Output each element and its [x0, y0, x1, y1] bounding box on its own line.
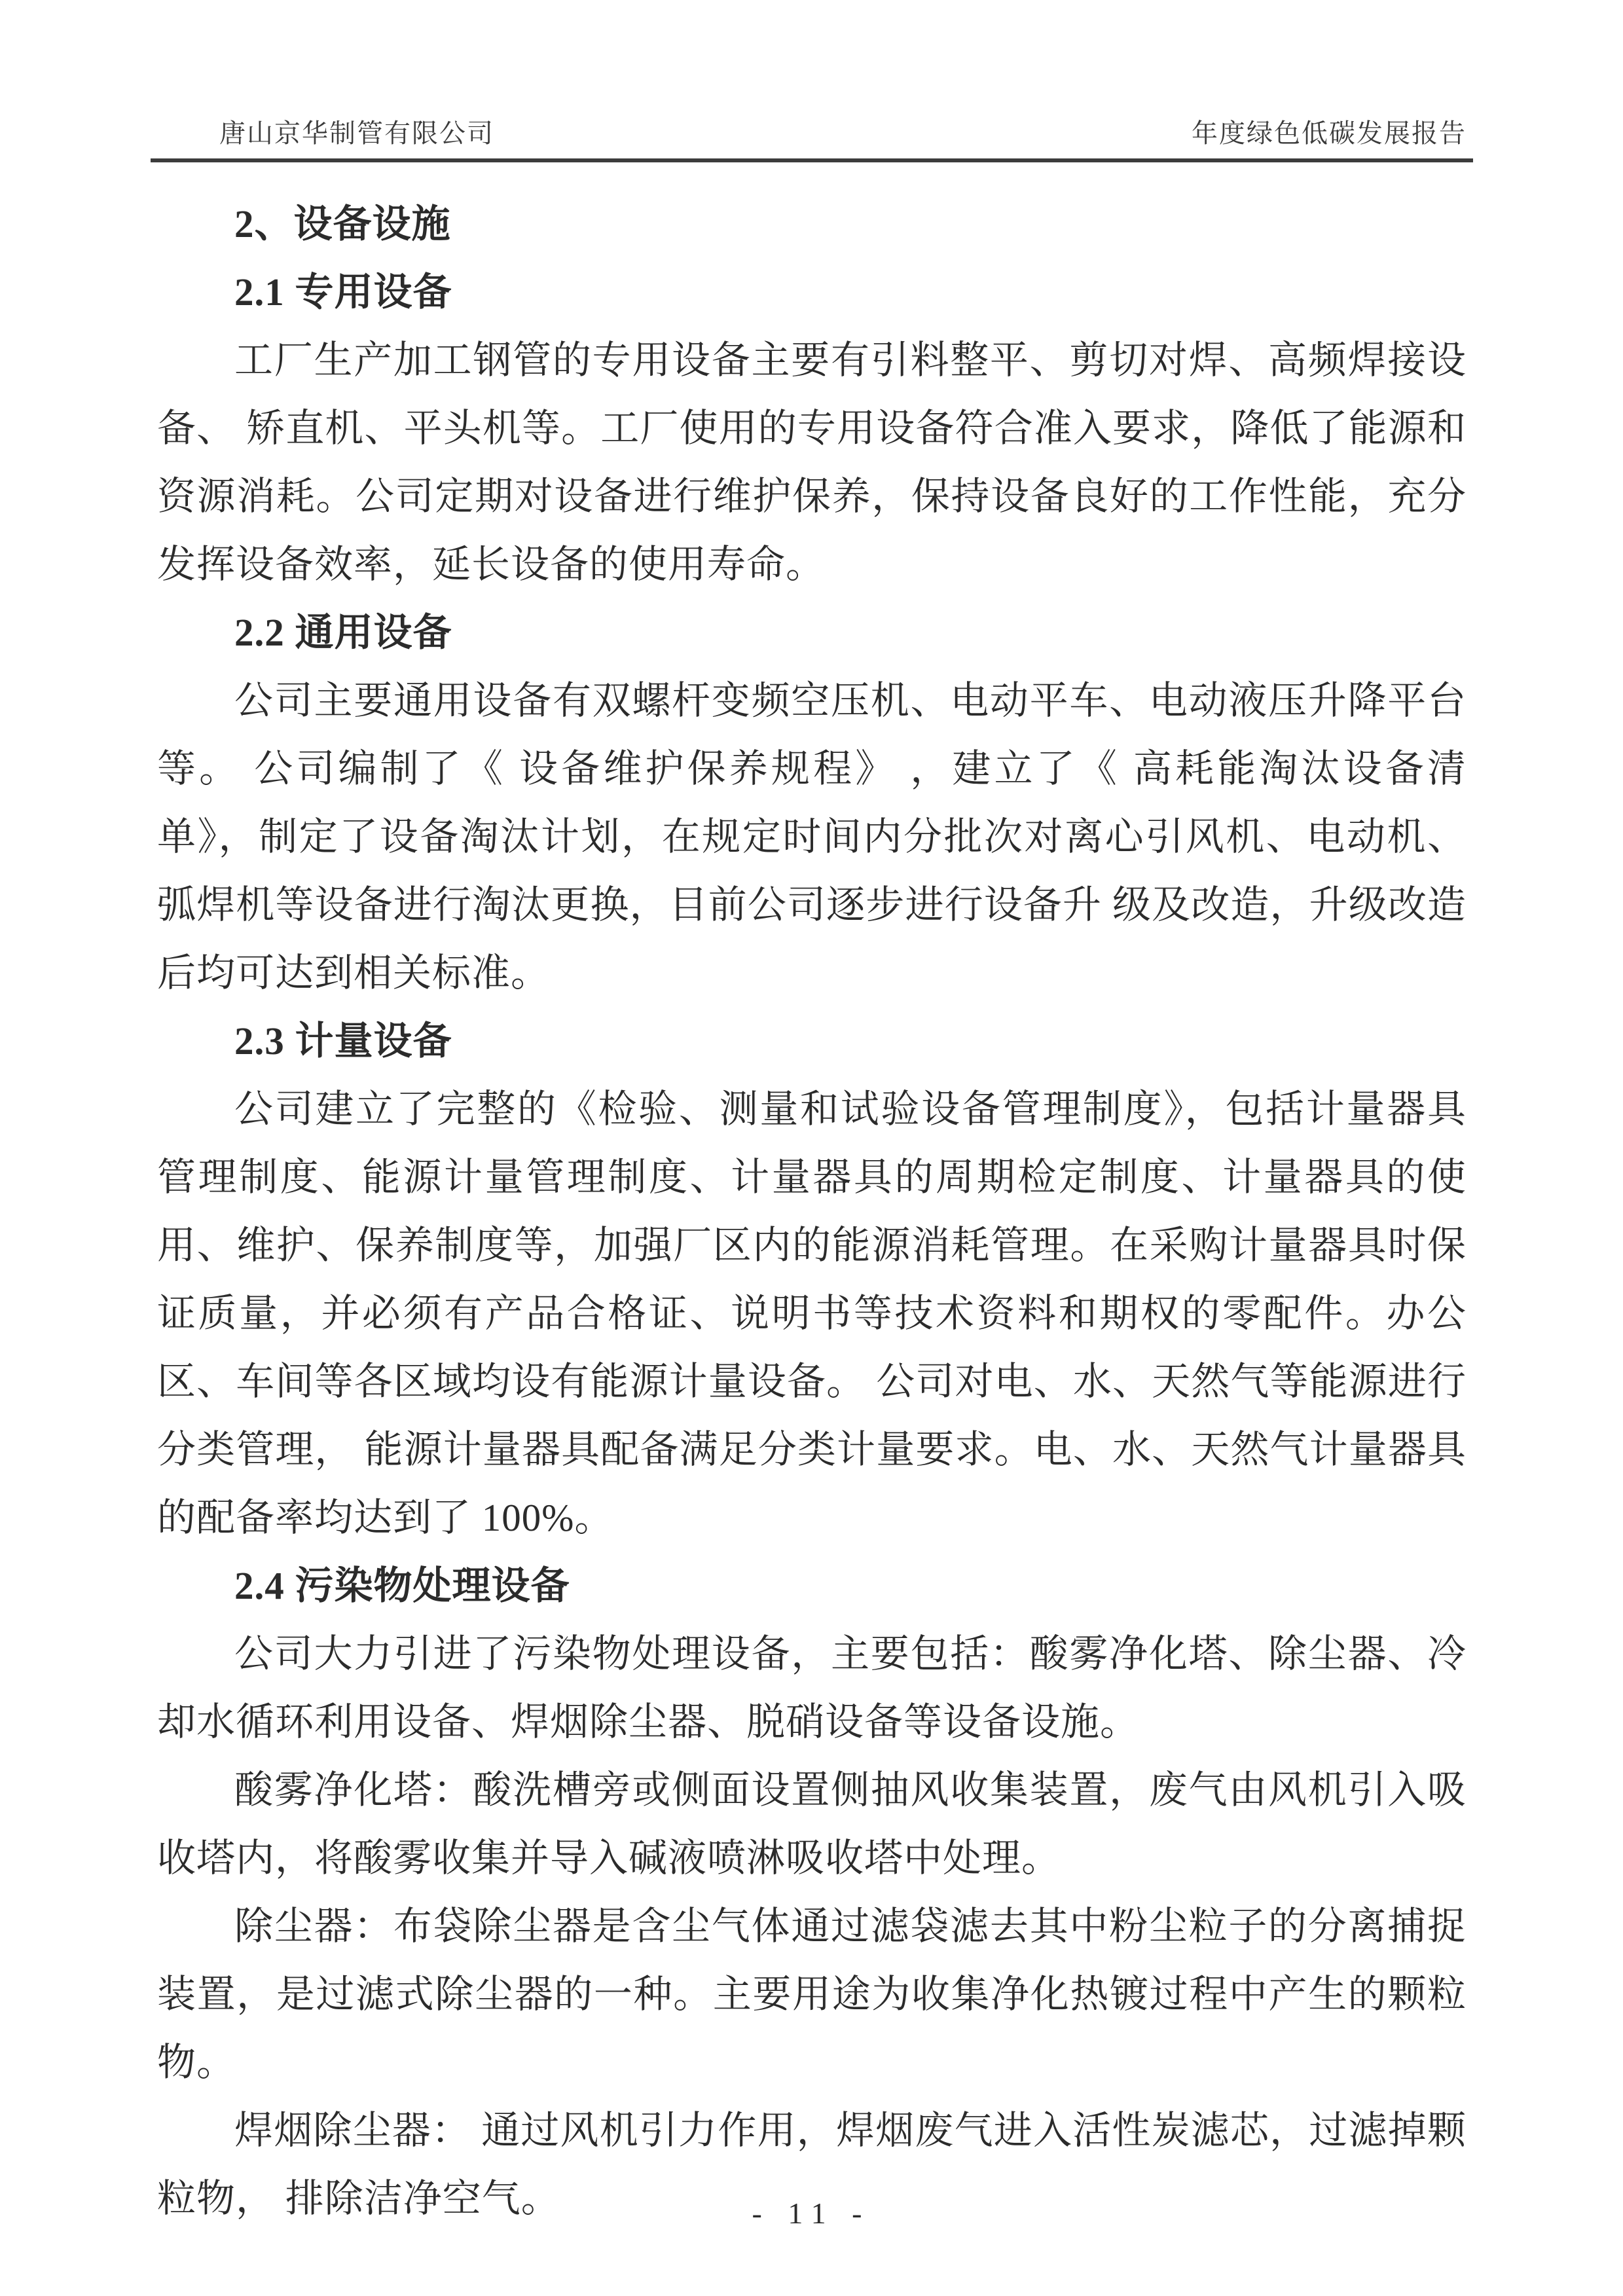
body-paragraph: 焊烟除尘器： 通过风机引力作用，焊烟废气进入活性炭滤芯，过滤掉颗粒物， 排除洁净空气。 [157, 2109, 1467, 2220]
body-paragraph: 公司建立了完整的《检验、测量和试验设备管理制度》，包括计量器具管理制度、能源计量管理制度、计量器具的周期检定制度、计量器具的使用、维护、保养制度等，加强厂区内的能源消耗管理。在采购计量器具时保证质量，并必须有产品合格证、说明书等技术资料和期权的零配件。办公区、车间等各区域均设有能源计量设备。 公司对电、水、天然气等能源进行分类管理， 能源计量器具配备满足分类计量要求。电、水、天然气计量器具的配备率均达到了 100%。 [157, 1087, 1467, 1539]
body-paragraph: 酸雾净化塔：酸洗槽旁或侧面设置侧抽风收集装置，废气由风机引入吸收塔内，将酸雾收集并导入碱液喷淋吸收塔中处理。 [157, 1768, 1467, 1880]
section-heading: 2.1 专用设备 [234, 270, 452, 314]
body-paragraph: 工厂生产加工钢管的专用设备主要有引料整平、剪切对焊、高频焊接设备、 矫直机、平头机等。工厂使用的专用设备符合准入要求，降低了能源和资源消耗。公司定期对设备进行维护保养，保持设备良好的工作性能，充分发挥设备效率，延长设备的使用寿命。 [157, 338, 1467, 586]
page-header [157, 118, 1467, 149]
header-company-name: 唐山京华制管有限公司 [219, 118, 494, 148]
body-paragraph: 除尘器：布袋除尘器是含尘气体通过滤袋滤去其中粉尘粒子的分离捕捉装置，是过滤式除尘器的一种。主要用途为收集净化热镀过程中产生的颗粒物。 [157, 1904, 1467, 2084]
body-paragraph: 公司主要通用设备有双螺杆变频空压机、电动平车、电动液压升降平台等。 公司编制了《 设备维护保养规程》 ，建立了《 高耗能淘汰设备清单》，制定了设备淘汰计划，在规定时间内分批次对离心引风机、电动机、弧焊机等设备进行淘汰更换，目前公司逐步进行设备升 级及改造，升级改造后均可达到相关标准。 [157, 679, 1467, 994]
header-rule [151, 158, 1473, 162]
body-paragraph: 公司大力引进了污染物处理设备，主要包括：酸雾净化塔、除尘器、冷却水循环利用设备、焊烟除尘器、脱硝设备等设备设施。 [157, 1632, 1467, 1743]
page-footer [0, 2196, 1623, 2231]
section-heading: 2.3 计量设备 [234, 1019, 452, 1063]
section-heading: 2.2 通用设备 [234, 611, 452, 654]
section-heading: 2.4 污染物处理设备 [234, 1564, 570, 1607]
section-heading: 2、设备设施 [234, 202, 451, 246]
page-number: - 11 - [752, 2196, 871, 2230]
header-report-title: 年度绿色低碳发展报告 [1192, 118, 1467, 148]
document-body [157, 190, 1467, 2232]
